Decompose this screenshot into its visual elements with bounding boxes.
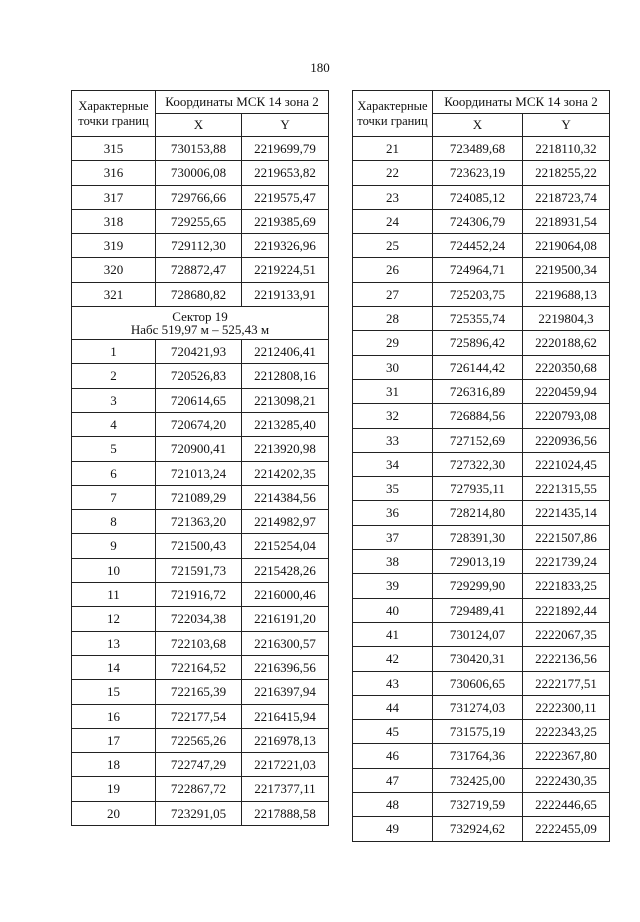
- point-number-cell: 23: [353, 185, 433, 209]
- y-coordinate-cell: 2219653,82: [242, 161, 329, 185]
- x-coordinate-cell: 727322,30: [433, 452, 523, 476]
- point-number-cell: 44: [353, 695, 433, 719]
- table-row: [72, 680, 329, 704]
- y-coordinate-cell: 2213285,40: [242, 412, 329, 436]
- table-row: [353, 574, 610, 598]
- x-coordinate-cell: 732719,59: [433, 793, 523, 817]
- y-coordinate-cell: 2219575,47: [242, 185, 329, 209]
- table-row: [353, 477, 610, 501]
- y-coordinate-cell: 2216978,13: [242, 728, 329, 752]
- y-coordinate-cell: 2219688,13: [523, 282, 610, 306]
- table-row: [353, 404, 610, 428]
- x-coordinate-cell: 720614,65: [156, 388, 242, 412]
- point-number-cell: 45: [353, 720, 433, 744]
- y-coordinate-cell: 2212808,16: [242, 364, 329, 388]
- column-header-points: Характерные точки границ: [72, 91, 156, 137]
- table-row: [353, 817, 610, 841]
- x-coordinate-cell: 722034,38: [156, 607, 242, 631]
- table-row: [72, 412, 329, 436]
- y-coordinate-cell: 2221892,44: [523, 598, 610, 622]
- point-number-cell: 19: [72, 777, 156, 801]
- y-coordinate-cell: 2218255,22: [523, 161, 610, 185]
- y-coordinate-cell: 2219133,91: [242, 282, 329, 306]
- x-coordinate-cell: 724085,12: [433, 185, 523, 209]
- table-row: [72, 655, 329, 679]
- x-coordinate-cell: 731764,36: [433, 744, 523, 768]
- point-number-cell: 16: [72, 704, 156, 728]
- y-coordinate-cell: 2219500,34: [523, 258, 610, 282]
- table-row: [353, 161, 610, 185]
- x-coordinate-cell: 722177,54: [156, 704, 242, 728]
- table-row: [72, 510, 329, 534]
- x-coordinate-cell: 724964,71: [433, 258, 523, 282]
- point-number-cell: 22: [353, 161, 433, 185]
- y-coordinate-cell: 2217377,11: [242, 777, 329, 801]
- y-coordinate-cell: 2219385,69: [242, 209, 329, 233]
- column-header-y: Y: [523, 114, 610, 137]
- x-coordinate-cell: 729255,65: [156, 209, 242, 233]
- point-number-cell: 5: [72, 437, 156, 461]
- x-coordinate-cell: 723489,68: [433, 137, 523, 161]
- table-row: [353, 379, 610, 403]
- point-number-cell: 321: [72, 282, 156, 306]
- table-row: [353, 452, 610, 476]
- point-number-cell: 318: [72, 209, 156, 233]
- y-coordinate-cell: 2217221,03: [242, 753, 329, 777]
- y-coordinate-cell: 2222300,11: [523, 695, 610, 719]
- sector-heading: [72, 307, 329, 340]
- point-number-cell: 4: [72, 412, 156, 436]
- table-row: [353, 185, 610, 209]
- point-number-cell: 49: [353, 817, 433, 841]
- y-coordinate-cell: 2220936,56: [523, 428, 610, 452]
- table-row: [353, 258, 610, 282]
- table-row: [353, 647, 610, 671]
- x-coordinate-cell: 730420,31: [433, 647, 523, 671]
- y-coordinate-cell: 2218723,74: [523, 185, 610, 209]
- table-row: [353, 525, 610, 549]
- table-row: [72, 388, 329, 412]
- x-coordinate-cell: 721500,43: [156, 534, 242, 558]
- point-number-cell: 46: [353, 744, 433, 768]
- x-coordinate-cell: 728680,82: [156, 282, 242, 306]
- column-header-coordinates: Координаты МСК 14 зона 2: [433, 91, 610, 114]
- table-row: [353, 671, 610, 695]
- y-coordinate-cell: 2221024,45: [523, 452, 610, 476]
- x-coordinate-cell: 728391,30: [433, 525, 523, 549]
- x-coordinate-cell: 729489,41: [433, 598, 523, 622]
- x-coordinate-cell: 723291,05: [156, 801, 242, 825]
- y-coordinate-cell: 2222177,51: [523, 671, 610, 695]
- y-coordinate-cell: 2213920,98: [242, 437, 329, 461]
- point-number-cell: 40: [353, 598, 433, 622]
- point-number-cell: 12: [72, 607, 156, 631]
- x-coordinate-cell: 724452,24: [433, 234, 523, 258]
- point-number-cell: 35: [353, 477, 433, 501]
- y-coordinate-cell: 2221315,55: [523, 477, 610, 501]
- x-coordinate-cell: 721363,20: [156, 510, 242, 534]
- table-row: [353, 768, 610, 792]
- x-coordinate-cell: 725355,74: [433, 307, 523, 331]
- x-coordinate-cell: 730006,08: [156, 161, 242, 185]
- x-coordinate-cell: 721013,24: [156, 461, 242, 485]
- y-coordinate-cell: 2221739,24: [523, 550, 610, 574]
- x-coordinate-cell: 727935,11: [433, 477, 523, 501]
- table-row: [353, 598, 610, 622]
- x-coordinate-cell: 722164,52: [156, 655, 242, 679]
- table-row: [72, 583, 329, 607]
- x-coordinate-cell: 722165,39: [156, 680, 242, 704]
- y-coordinate-cell: 2215428,26: [242, 558, 329, 582]
- table-row: [353, 695, 610, 719]
- point-number-cell: 39: [353, 574, 433, 598]
- point-number-cell: 30: [353, 355, 433, 379]
- table-row: [72, 631, 329, 655]
- x-coordinate-cell: 722747,29: [156, 753, 242, 777]
- x-coordinate-cell: 730124,07: [433, 622, 523, 646]
- x-coordinate-cell: 730153,88: [156, 137, 242, 161]
- y-coordinate-cell: 2222136,56: [523, 647, 610, 671]
- point-number-cell: 11: [72, 583, 156, 607]
- point-number-cell: 2: [72, 364, 156, 388]
- x-coordinate-cell: 720526,83: [156, 364, 242, 388]
- x-coordinate-cell: 721089,29: [156, 485, 242, 509]
- table-row: [353, 209, 610, 233]
- table-row: [353, 744, 610, 768]
- point-number-cell: 18: [72, 753, 156, 777]
- table-row: [353, 307, 610, 331]
- coordinates-table-left: [71, 90, 329, 826]
- y-coordinate-cell: 2219064,08: [523, 234, 610, 258]
- x-coordinate-cell: 722103,68: [156, 631, 242, 655]
- y-coordinate-cell: 2218931,54: [523, 209, 610, 233]
- table-row: [72, 258, 329, 282]
- x-coordinate-cell: 720900,41: [156, 437, 242, 461]
- x-coordinate-cell: 722565,26: [156, 728, 242, 752]
- table-row: [353, 331, 610, 355]
- y-coordinate-cell: 2216000,46: [242, 583, 329, 607]
- x-coordinate-cell: 725203,75: [433, 282, 523, 306]
- y-coordinate-cell: 2216300,57: [242, 631, 329, 655]
- y-coordinate-cell: 2220459,94: [523, 379, 610, 403]
- x-coordinate-cell: 729766,66: [156, 185, 242, 209]
- point-number-cell: 317: [72, 185, 156, 209]
- table-row: [353, 137, 610, 161]
- x-coordinate-cell: 726144,42: [433, 355, 523, 379]
- x-coordinate-cell: 731274,03: [433, 695, 523, 719]
- column-header-y: Y: [242, 114, 329, 137]
- y-coordinate-cell: 2213098,21: [242, 388, 329, 412]
- table-row: [72, 185, 329, 209]
- point-number-cell: 8: [72, 510, 156, 534]
- point-number-cell: 6: [72, 461, 156, 485]
- table-row: [72, 777, 329, 801]
- table-row: [72, 607, 329, 631]
- y-coordinate-cell: 2219804,3: [523, 307, 610, 331]
- point-number-cell: 14: [72, 655, 156, 679]
- point-number-cell: 13: [72, 631, 156, 655]
- column-header-points: Характерные точки границ: [353, 91, 433, 137]
- table-row: [353, 428, 610, 452]
- point-number-cell: 21: [353, 137, 433, 161]
- y-coordinate-cell: 2218110,32: [523, 137, 610, 161]
- table-row: [72, 461, 329, 485]
- y-coordinate-cell: 2222446,65: [523, 793, 610, 817]
- x-coordinate-cell: 724306,79: [433, 209, 523, 233]
- x-coordinate-cell: 720421,93: [156, 340, 242, 364]
- point-number-cell: 32: [353, 404, 433, 428]
- x-coordinate-cell: 731575,19: [433, 720, 523, 744]
- column-header-coordinates: Координаты МСК 14 зона 2: [156, 91, 329, 114]
- table-row: [72, 437, 329, 461]
- x-coordinate-cell: 730606,65: [433, 671, 523, 695]
- table-row: [353, 622, 610, 646]
- y-coordinate-cell: 2219326,96: [242, 234, 329, 258]
- point-number-cell: 1: [72, 340, 156, 364]
- y-coordinate-cell: 2222455,09: [523, 817, 610, 841]
- point-number-cell: 320: [72, 258, 156, 282]
- table-header-row: [353, 91, 610, 114]
- table-row: [72, 728, 329, 752]
- point-number-cell: 25: [353, 234, 433, 258]
- point-number-cell: 3: [72, 388, 156, 412]
- point-number-cell: 41: [353, 622, 433, 646]
- x-coordinate-cell: 728214,80: [433, 501, 523, 525]
- x-coordinate-cell: 725896,42: [433, 331, 523, 355]
- point-number-cell: 27: [353, 282, 433, 306]
- y-coordinate-cell: 2222430,35: [523, 768, 610, 792]
- point-number-cell: 15: [72, 680, 156, 704]
- point-number-cell: 9: [72, 534, 156, 558]
- point-number-cell: 37: [353, 525, 433, 549]
- y-coordinate-cell: 2222367,80: [523, 744, 610, 768]
- x-coordinate-cell: 723623,19: [433, 161, 523, 185]
- point-number-cell: 319: [72, 234, 156, 258]
- table-row: [72, 801, 329, 825]
- point-number-cell: 17: [72, 728, 156, 752]
- y-coordinate-cell: 2220350,68: [523, 355, 610, 379]
- y-coordinate-cell: 2221833,25: [523, 574, 610, 598]
- point-number-cell: 42: [353, 647, 433, 671]
- y-coordinate-cell: 2216397,94: [242, 680, 329, 704]
- point-number-cell: 24: [353, 209, 433, 233]
- point-number-cell: 31: [353, 379, 433, 403]
- y-coordinate-cell: 2214982,97: [242, 510, 329, 534]
- point-number-cell: 34: [353, 452, 433, 476]
- point-number-cell: 47: [353, 768, 433, 792]
- sector-title: Сектор 19: [172, 309, 228, 325]
- sector-row: [72, 307, 329, 340]
- x-coordinate-cell: 732924,62: [433, 817, 523, 841]
- column-header-x: X: [156, 114, 242, 137]
- y-coordinate-cell: 2221435,14: [523, 501, 610, 525]
- table-row: [72, 234, 329, 258]
- point-number-cell: 316: [72, 161, 156, 185]
- table-row: [72, 282, 329, 306]
- x-coordinate-cell: 722867,72: [156, 777, 242, 801]
- x-coordinate-cell: 726316,89: [433, 379, 523, 403]
- table-row: [72, 137, 329, 161]
- y-coordinate-cell: 2216415,94: [242, 704, 329, 728]
- x-coordinate-cell: 721916,72: [156, 583, 242, 607]
- y-coordinate-cell: 2214384,56: [242, 485, 329, 509]
- point-number-cell: 10: [72, 558, 156, 582]
- point-number-cell: 7: [72, 485, 156, 509]
- point-number-cell: 28: [353, 307, 433, 331]
- table-row: [353, 720, 610, 744]
- y-coordinate-cell: 2221507,86: [523, 525, 610, 549]
- sector-subtitle: Набс 519,97 м – 525,43 м: [130, 322, 270, 338]
- y-coordinate-cell: 2222067,35: [523, 622, 610, 646]
- y-coordinate-cell: 2222343,25: [523, 720, 610, 744]
- y-coordinate-cell: 2216191,20: [242, 607, 329, 631]
- table-row: [72, 364, 329, 388]
- table-row: [72, 558, 329, 582]
- x-coordinate-cell: 720674,20: [156, 412, 242, 436]
- point-number-cell: 20: [72, 801, 156, 825]
- y-coordinate-cell: 2217888,58: [242, 801, 329, 825]
- table-row: [72, 485, 329, 509]
- x-coordinate-cell: 732425,00: [433, 768, 523, 792]
- table-row: [353, 282, 610, 306]
- coordinates-table-right: [352, 90, 610, 842]
- y-coordinate-cell: 2220188,62: [523, 331, 610, 355]
- table-row: [72, 534, 329, 558]
- table-row: [72, 753, 329, 777]
- table-row: [72, 704, 329, 728]
- x-coordinate-cell: 726884,56: [433, 404, 523, 428]
- column-header-x: X: [433, 114, 523, 137]
- table-header-row: [72, 91, 329, 114]
- point-number-cell: 315: [72, 137, 156, 161]
- x-coordinate-cell: 729299,90: [433, 574, 523, 598]
- page-number: 180: [310, 60, 330, 75]
- table-row: [353, 550, 610, 574]
- y-coordinate-cell: 2219699,79: [242, 137, 329, 161]
- x-coordinate-cell: 729013,19: [433, 550, 523, 574]
- table-row: [72, 340, 329, 364]
- point-number-cell: 48: [353, 793, 433, 817]
- y-coordinate-cell: 2215254,04: [242, 534, 329, 558]
- y-coordinate-cell: 2212406,41: [242, 340, 329, 364]
- x-coordinate-cell: 727152,69: [433, 428, 523, 452]
- x-coordinate-cell: 729112,30: [156, 234, 242, 258]
- point-number-cell: 29: [353, 331, 433, 355]
- table-row: [72, 161, 329, 185]
- x-coordinate-cell: 728872,47: [156, 258, 242, 282]
- y-coordinate-cell: 2219224,51: [242, 258, 329, 282]
- y-coordinate-cell: 2220793,08: [523, 404, 610, 428]
- point-number-cell: 43: [353, 671, 433, 695]
- table-row: [353, 501, 610, 525]
- x-coordinate-cell: 721591,73: [156, 558, 242, 582]
- table-row: [353, 234, 610, 258]
- point-number-cell: 36: [353, 501, 433, 525]
- table-row: [72, 209, 329, 233]
- point-number-cell: 33: [353, 428, 433, 452]
- table-row: [353, 793, 610, 817]
- y-coordinate-cell: 2216396,56: [242, 655, 329, 679]
- point-number-cell: 26: [353, 258, 433, 282]
- table-row: [353, 355, 610, 379]
- y-coordinate-cell: 2214202,35: [242, 461, 329, 485]
- point-number-cell: 38: [353, 550, 433, 574]
